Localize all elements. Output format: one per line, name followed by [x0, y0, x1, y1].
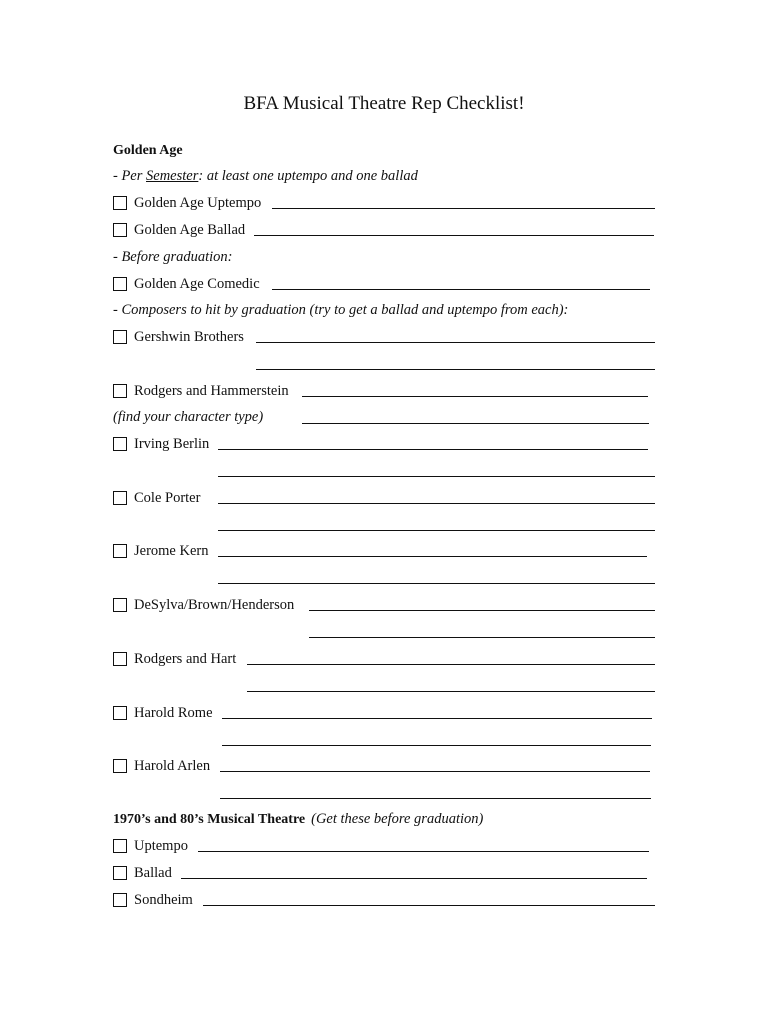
write-in-line[interactable]: [302, 423, 649, 424]
checkbox-cole-porter[interactable]: [113, 491, 127, 505]
item-label-ballad: Ballad: [134, 865, 172, 881]
write-in-line[interactable]: [218, 449, 648, 450]
item-label-sondheim: Sondheim: [134, 892, 193, 908]
checkbox-harold-rome[interactable]: [113, 706, 127, 720]
item-label-irving-berlin: Irving Berlin: [134, 436, 210, 452]
section-heading-70s-80s: [113, 809, 483, 829]
checkbox-jerome-kern[interactable]: [113, 544, 127, 558]
write-in-line[interactable]: [220, 771, 650, 772]
item-label-golden-age-ballad: Golden Age Ballad: [134, 222, 246, 238]
write-in-line[interactable]: [247, 664, 655, 665]
write-in-line[interactable]: [218, 530, 655, 531]
write-in-line[interactable]: [302, 396, 648, 397]
write-in-line[interactable]: [272, 208, 655, 209]
write-in-line[interactable]: [222, 718, 652, 719]
find-character-type-note: (find your character type): [113, 409, 264, 425]
section-heading-70s-80s-title: 1970’s and 80’s Musical Theatre: [113, 812, 306, 827]
checkbox-ballad[interactable]: [113, 866, 127, 880]
section-heading-golden-age: Golden Age: [113, 143, 183, 158]
write-in-line[interactable]: [256, 369, 655, 370]
item-label-golden-age-uptempo: Golden Age Uptempo: [134, 195, 262, 211]
item-label-uptempo: Uptempo: [134, 838, 188, 854]
composers-note: - Composers to hit by graduation (try to get a ballad and uptempo from each):: [113, 302, 569, 318]
write-in-line[interactable]: [254, 235, 654, 236]
write-in-line[interactable]: [218, 556, 647, 557]
checkbox-rodgers-and-hammerstein[interactable]: [113, 384, 127, 398]
write-in-line[interactable]: [247, 691, 655, 692]
item-label-rodgers-and-hart: Rodgers and Hart: [134, 651, 237, 667]
checkbox-irving-berlin[interactable]: [113, 437, 127, 451]
write-in-line[interactable]: [309, 637, 655, 638]
item-label-rodgers-and-hammerstein: Rodgers and Hammerstein: [134, 383, 289, 399]
checkbox-desylva-brown-henderson[interactable]: [113, 598, 127, 612]
page-title: BFA Musical Theatre Rep Checklist!: [243, 93, 525, 114]
write-in-line[interactable]: [181, 878, 647, 879]
item-label-jerome-kern: Jerome Kern: [134, 543, 209, 559]
item-label-harold-arlen: Harold Arlen: [134, 758, 211, 774]
checkbox-uptempo[interactable]: [113, 839, 127, 853]
per-semester-note: - Per Semester: at least one uptempo and one ballad: [113, 168, 418, 184]
write-in-line[interactable]: [203, 905, 655, 906]
section-heading-70s-80s-note: (Get these before graduation): [311, 811, 484, 827]
write-in-line[interactable]: [218, 583, 655, 584]
write-in-line[interactable]: [218, 503, 655, 504]
write-in-line[interactable]: [198, 851, 649, 852]
write-in-line[interactable]: [272, 289, 650, 290]
write-in-line[interactable]: [222, 745, 651, 746]
checkbox-rodgers-and-hart[interactable]: [113, 652, 127, 666]
item-label-gershwin-brothers: Gershwin Brothers: [134, 329, 244, 345]
item-label-desylva-brown-henderson: DeSylva/Brown/Henderson: [134, 597, 295, 613]
checkbox-golden-age-comedic[interactable]: [113, 277, 127, 291]
before-graduation-note: - Before graduation:: [113, 249, 233, 265]
write-in-line[interactable]: [218, 476, 655, 477]
item-label-golden-age-comedic: Golden Age Comedic: [134, 276, 260, 292]
item-label-harold-rome: Harold Rome: [134, 705, 213, 721]
checkbox-golden-age-ballad[interactable]: [113, 223, 127, 237]
item-label-cole-porter: Cole Porter: [134, 490, 201, 506]
write-in-line[interactable]: [220, 798, 651, 799]
write-in-line[interactable]: [256, 342, 655, 343]
checkbox-gershwin-brothers[interactable]: [113, 330, 127, 344]
checkbox-harold-arlen[interactable]: [113, 759, 127, 773]
write-in-line[interactable]: [309, 610, 655, 611]
checkbox-golden-age-uptempo[interactable]: [113, 196, 127, 210]
checkbox-sondheim[interactable]: [113, 893, 127, 907]
